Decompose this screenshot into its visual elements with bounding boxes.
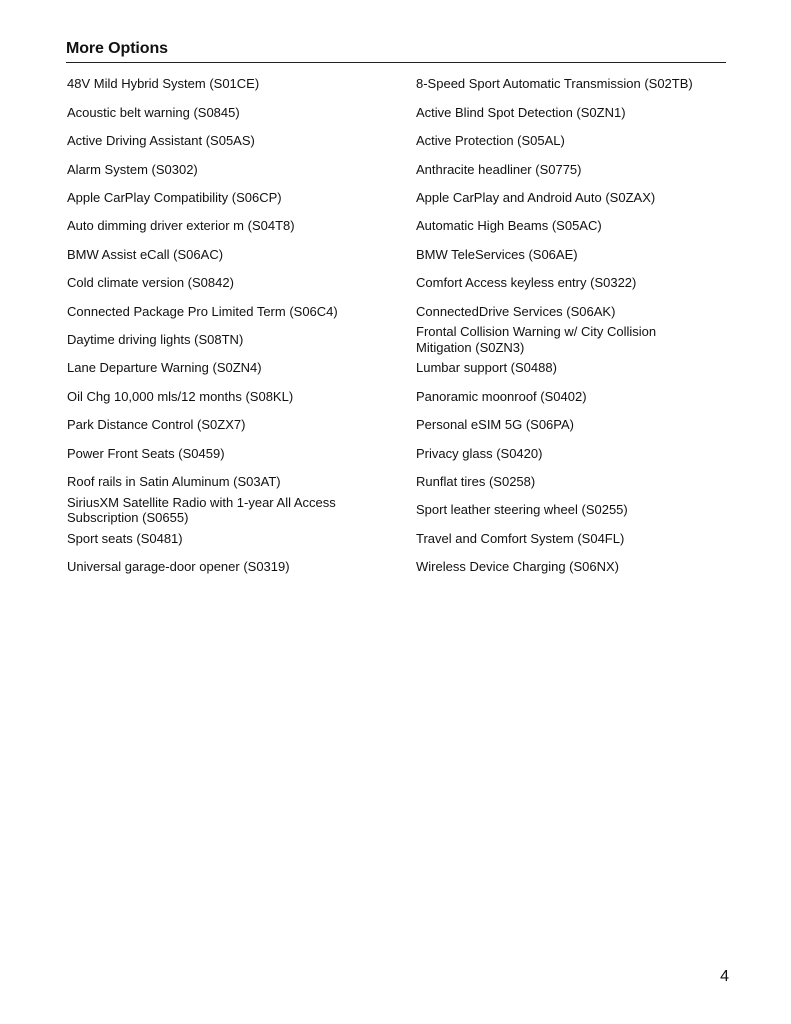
- option-item: Personal eSIM 5G (S06PA): [416, 417, 574, 433]
- option-item: Active Blind Spot Detection (S0ZN1): [416, 104, 626, 120]
- option-item: Runflat tires (S0258): [416, 473, 536, 489]
- option-item: Apple CarPlay Compatibility (S06CP): [67, 190, 282, 205]
- option-item: Acoustic belt warning (S0845): [67, 104, 240, 120]
- option-item: Park Distance Control (S0ZX7): [67, 417, 246, 433]
- option-item: Power Front Seats (S0459): [67, 445, 225, 461]
- option-item: Cold climate version (S0842): [67, 275, 234, 291]
- option-item: Sport leather steering wheel (S0255): [416, 502, 628, 518]
- option-item: 48V Mild Hybrid System (S01CE): [67, 76, 260, 92]
- option-item: Lumbar support (S0488): [416, 360, 557, 376]
- option-item: Auto dimming driver exterior m (S04T8): [67, 218, 295, 234]
- page-number: 4: [720, 968, 729, 985]
- option-item: Travel and Comfort System (S04FL): [416, 530, 625, 546]
- option-item: Active Driving Assistant (S05AS): [67, 133, 255, 149]
- option-item: Connected Package Pro Limited Term (S06C4): [67, 303, 338, 319]
- option-item: Frontal Collision Warning w/ City Collision Mitigation (S0ZN3): [416, 324, 657, 355]
- option-item: Privacy glass (S0420): [416, 445, 543, 461]
- option-item: Apple CarPlay and Android Auto (S0ZAX): [416, 190, 656, 205]
- option-item: Sport seats (S0481): [67, 530, 183, 546]
- option-item: Daytime driving lights (S08TN): [67, 331, 244, 347]
- option-item: Alarm System (S0302): [67, 161, 198, 177]
- option-item: Wireless Device Charging (S06NX): [416, 559, 620, 575]
- option-item: ConnectedDrive Services (S06AK): [416, 303, 616, 319]
- option-item: Active Protection (S05AL): [416, 133, 565, 149]
- option-item: SiriusXM Satellite Radio with 1-year All Access Subscription (S0655): [67, 494, 336, 526]
- option-item: Lane Departure Warning (S0ZN4): [67, 360, 262, 376]
- option-item: Anthracite headliner (S0775): [416, 161, 582, 177]
- option-item: 8-Speed Sport Automatic Transmission (S02TB): [416, 76, 693, 92]
- option-item: BMW TeleServices (S06AE): [416, 246, 578, 262]
- options-list: [67, 70, 727, 581]
- section-title: More Options: [66, 40, 168, 57]
- option-item: Automatic High Beams (S05AC): [416, 218, 602, 234]
- option-item: Universal garage-door opener (S0319): [67, 559, 290, 575]
- option-item: Roof rails in Satin Aluminum (S03AT): [67, 473, 281, 489]
- option-item: Panoramic moonroof (S0402): [416, 388, 587, 404]
- option-item: Comfort Access keyless entry (S0322): [416, 275, 637, 291]
- option-item: BMW Assist eCall (S06AC): [67, 246, 224, 262]
- option-item: Oil Chg 10,000 mls/12 months (S08KL): [67, 388, 294, 404]
- title-divider: [66, 62, 726, 63]
